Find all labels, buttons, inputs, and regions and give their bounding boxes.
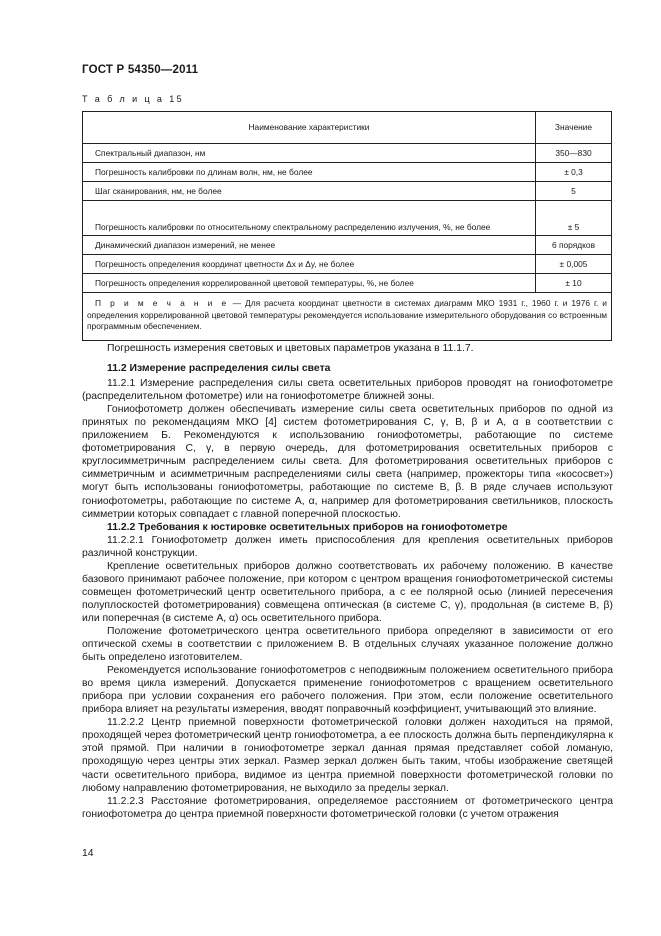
row-value: ± 0,005 xyxy=(536,255,612,274)
row-value: ± 0,3 xyxy=(536,163,612,182)
table-row xyxy=(83,255,612,274)
table-row xyxy=(83,236,612,255)
column-header-name: Наименование характеристики xyxy=(83,112,536,144)
table-note xyxy=(83,293,612,341)
table-row xyxy=(83,274,612,293)
paragraph-11-2-2-3: 11.2.2.3 Расстояние фотометрирования, определяемое расстоянием от фотометрического центра гониофотометра до центра приемной поверхности фотометрической головки (с учетом отражения xyxy=(82,795,613,820)
paragraph-11-2-2-1: 11.2.2.1 Гониофотометр должен иметь приспособления для крепления осветительных приборов различной конструкции. xyxy=(82,534,613,559)
row-value: 5 xyxy=(536,182,612,201)
paragraph-photometric-center: Положение фотометрического центра осветительного прибора определяют в зависимости от его оптической схемы в соответствии с приложением В. В отдельных случаях указанное положение должно быть определено изготовителем. xyxy=(82,625,613,664)
paragraph-error: Погрешность измерения световых и цветовых параметров указана в 11.1.7. xyxy=(107,343,474,354)
table-header-row xyxy=(83,112,612,144)
paragraph-mounting: Крепление осветительных приборов должно соответствовать их рабочему положению. В качестве базового принимают рабочее положение, при котором с центром вращения гониофотометрической системы совмещен фотометрический центр осветительного прибора, а с ее полярной осью (линией пересечения полуплоскостей фотометрирования) совмещена оптическая (в системе C, γ), продольная (в системе B, β) или поперечная (в системе A, α) ось осветительного прибора. xyxy=(82,560,613,624)
paragraph-recommendation: Рекомендуется использование гониофотометров с неподвижным положением осветительного прибора во время цикла измерений. Допускается применение гониофотометров с вращением осветительного прибора при условии сохранения его рабочего положения. При этом, если положение осветительного прибора влияет на результаты измерения, вводят поправочный коэффициент, учитывающий это влияние. xyxy=(82,665,613,716)
page-header-standard: ГОСТ Р 54350—2011 xyxy=(82,64,199,76)
row-value: ± 10 xyxy=(536,274,612,293)
row-name: Спектральный диапазон, нм xyxy=(83,144,536,163)
body-text xyxy=(82,342,613,821)
column-header-value: Значение xyxy=(536,112,612,144)
paragraph-11-2-1: 11.2.1 Измерение распределения силы света осветительных приборов проводят на гониофотометре (распределительном фотометре) или на гониофотометре ближней зоны. xyxy=(82,378,613,403)
section-heading-11-2: 11.2 Измерение распределения силы света xyxy=(107,363,331,375)
table-row xyxy=(83,201,612,236)
row-name: Шаг сканирования, нм, не более xyxy=(83,182,536,201)
table-note-row xyxy=(83,293,612,341)
row-name: Погрешность калибровки по длинам волн, нм, не более xyxy=(83,163,536,182)
table-row xyxy=(83,163,612,182)
row-name: Погрешность калибровки по относительному спектральному распределению излучения, %, не более xyxy=(83,201,536,236)
table-row xyxy=(83,144,612,163)
note-label: П р и м е ч а н и е xyxy=(95,298,229,308)
characteristics-table xyxy=(82,111,612,341)
row-name: Погрешность определения коррелированной цветовой температуры, %, не более xyxy=(83,274,536,293)
row-name: Погрешность определения координат цветности Δx и Δy, не более xyxy=(83,255,536,274)
row-value: 6 порядков xyxy=(536,236,612,255)
row-name: Динамический диапазон измерений, не менее xyxy=(83,236,536,255)
paragraph-goniophotometer: Гониофотометр должен обеспечивать измерение силы света осветительных приборов по одной из принятых по рекомендациям МКО [4] систем фотометрирования C, γ, B, β и A, α в соответствии с приложением Б. Рекомендуются к использованию гониофотометры, работающие по системе фотометрирования C, γ, в первую очередь, для фотометрирования осветительных приборов с круглосимметричным распределением силы света. Для фотометрирования осветительных приборов с симметричным и асимметричным распределениями силы света (например, прожекторы типа «кососвет») могут быть использованы гониофотометры, работающие по системе B, β. В ряде случаев используют гониофотометры, работающие по системе A, α, например для фотометрирования светильников, плоскость симметрии которых совпадает с главной поперечной плоскостью. xyxy=(82,404,613,520)
table-caption: Т а б л и ц а 15 xyxy=(82,94,185,104)
note-text: — Для расчета координат цветности в системах диаграмм МКО 1931 г., 1960 г. и 1976 г. и определения коррелированной цветовой температуры рекомендуется использование измерительного оборудования со встроенным программным обеспечением. xyxy=(87,298,607,331)
section-heading-11-2-2: 11.2.2 Требования к юстировке осветительных приборов на гониофотометре xyxy=(107,521,508,533)
table-row xyxy=(83,182,612,201)
paragraph-11-2-2-2: 11.2.2.2 Центр приемной поверхности фотометрической головки должен находиться на прямой, проходящей через фотометрический центр гониофотометра, а ее плоскость должна быть перпендикулярна к этой прямой. При наличии в гониофотометре зеркал данная прямая представляет собой ломаную, проходящую через центры этих зеркал. Размер зеркал должен быть таким, чтобы изображение светящей части осветительного прибора, видимое из центра приемной поверхности фотометрической головки по любому направлению фотометрирования, не выходило за пределы зеркал. xyxy=(82,717,613,794)
row-value: ± 5 xyxy=(536,201,612,236)
page-number: 14 xyxy=(82,848,94,859)
row-value: 350—830 xyxy=(536,144,612,163)
